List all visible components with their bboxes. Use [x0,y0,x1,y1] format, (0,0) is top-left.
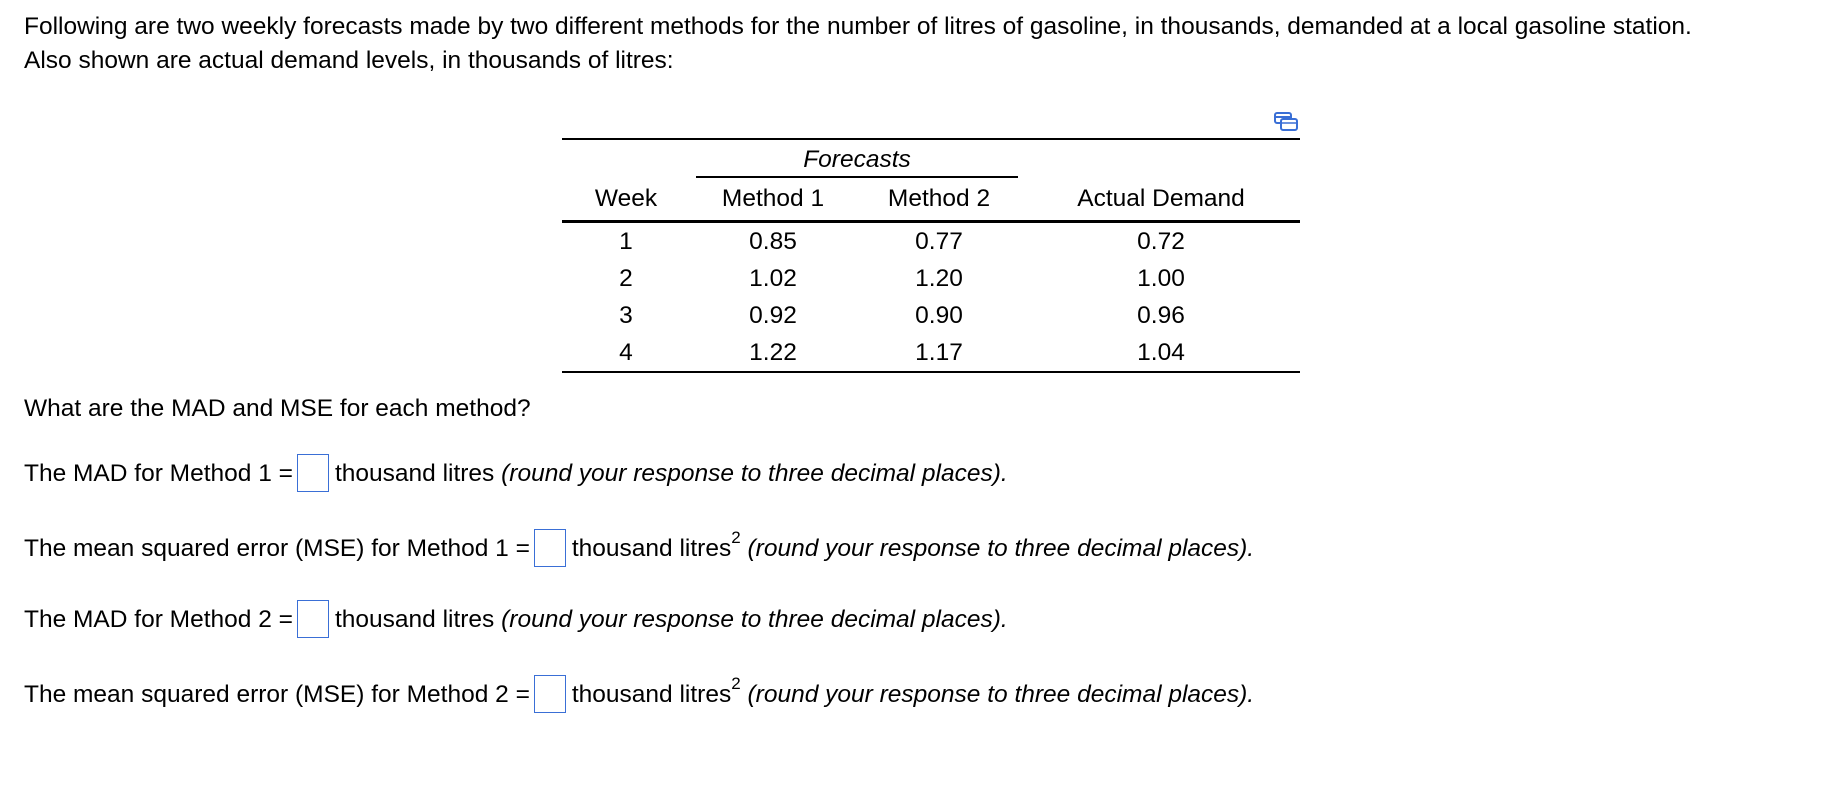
unit-superscript: 2 [731,527,741,547]
answer-row-mse-method-1 [24,529,1254,569]
table-row [562,297,1300,334]
answer-row-mse-method-2 [24,675,1254,715]
answer-hint: (round your response to three decimal places). [501,606,1008,633]
method-2-cell: 1.20 [915,264,963,292]
method-2-cell: 0.77 [915,227,963,255]
method-2-cell: 0.90 [915,301,963,329]
week-cell: 2 [619,264,633,292]
table-row [562,222,1300,261]
forecast-table [562,138,1300,373]
unit-superscript: 2 [731,673,741,693]
actual-demand-cell: 0.96 [1137,301,1185,329]
question-text: What are the MAD and MSE for each method? [24,395,531,422]
answer-hint: (round your response to three decimal places). [747,535,1255,562]
actual-demand-cell: 1.00 [1137,264,1185,292]
answer-row-mad-method-1 [24,454,1008,494]
answer-unit: thousand litres [334,606,495,633]
method-1-cell: 1.02 [749,264,797,292]
answer-unit: thousand litres [571,535,732,562]
actual-demand-cell: 1.04 [1137,338,1185,366]
mad-method-1-input[interactable] [297,454,329,492]
week-cell: 4 [619,338,633,366]
method-1-cell: 0.85 [749,227,797,255]
answer-hint: (round your response to three decimal places). [501,460,1008,487]
problem-statement [24,10,1824,78]
method-1-cell: 1.22 [749,338,797,366]
forecasts-group-header: Forecasts [690,139,1022,178]
answer-unit: thousand litres [571,681,732,708]
method-1-cell: 0.92 [749,301,797,329]
answer-row-mad-method-2 [24,600,1008,640]
intro-line-2: Also shown are actual demand levels, in thousands of litres: [24,47,674,74]
table-row [562,334,1300,372]
mad-method-2-input[interactable] [297,600,329,638]
answer-unit: thousand litres [334,460,495,487]
mse-method-2-input[interactable] [534,675,566,713]
answer-prefix: The mean squared error (MSE) for Method 1 = [24,535,530,562]
column-header-method-2: Method 2 [856,178,1022,222]
actual-demand-cell: 0.72 [1137,227,1185,255]
copy-table-icon[interactable] [1272,110,1300,134]
answer-prefix: The MAD for Method 2 = [24,606,293,633]
method-2-cell: 1.17 [915,338,963,366]
column-header-method-1: Method 1 [690,178,856,222]
week-cell: 1 [619,227,633,255]
column-header-week: Week [562,178,690,222]
table-row [562,260,1300,297]
week-cell: 3 [619,301,633,329]
answer-hint: (round your response to three decimal places). [747,681,1255,708]
mse-method-1-input[interactable] [534,529,566,567]
column-header-actual-demand: Actual Demand [1022,178,1300,222]
intro-line-1: Following are two weekly forecasts made by two different methods for the number of litres of gasoline, in thousands, demanded at a local gasoline station. [24,13,1692,40]
answer-prefix: The mean squared error (MSE) for Method 2 = [24,681,530,708]
answer-prefix: The MAD for Method 1 = [24,460,293,487]
